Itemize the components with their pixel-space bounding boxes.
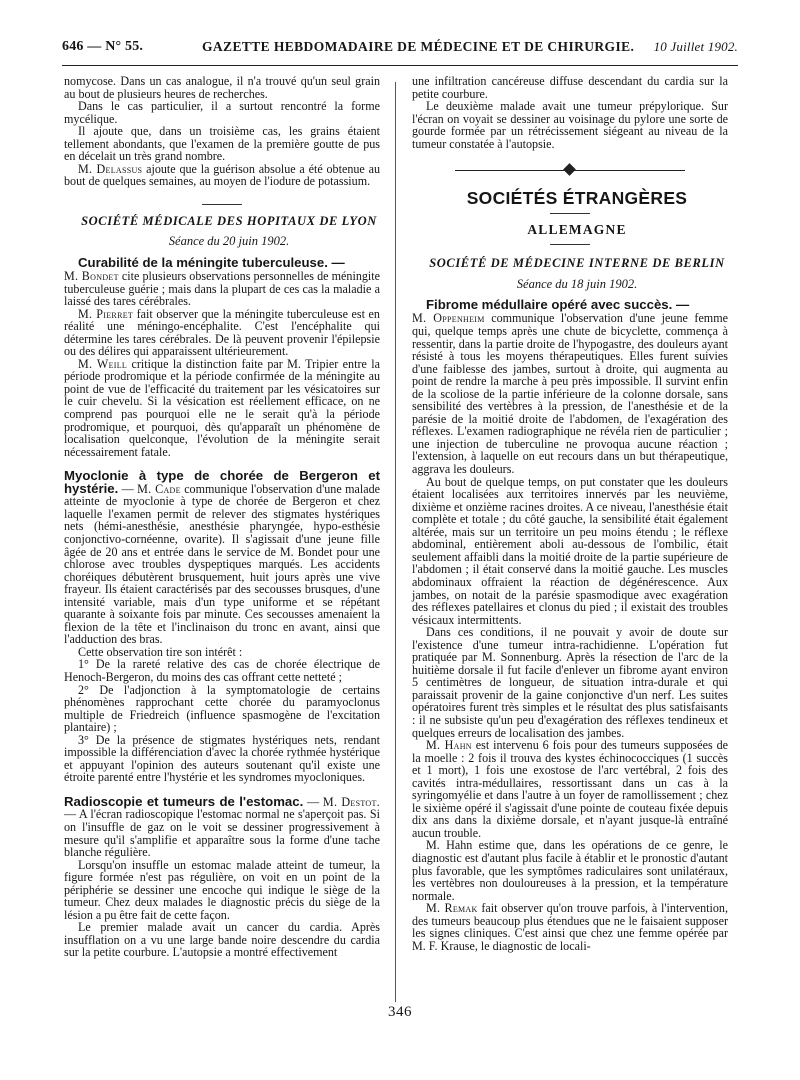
paragraph: Myoclonie à type de chorée de Bergeron et hystérie. — M. Cade communique l'observation d'une malade atteinte de myoclonie à type de chorée de Bergeron et chez laquelle l'examen permit de relever des stigmates hystériques nets (hémi-anesthésie, anesthésie pharyngée, hypo-esthésie conjonctivo-cornéenne, ovarite). Il s'agissait d'une jeune fille âgée de 20 ans et entrée dans le service de M. Bondet pour une chlorose avec troubles dyspeptiques marqués. Les accidents choréiques débutèrent brusquement, huit jours après une vive frayeur. Ils étaient caractérisés par des secousses brusques, d'une intensité variable, mais d'un type uniforme et se répétant quarante à soixante fois par minute. Ces secousses amenaient la flexion de la tête et l'inclinaison du tronc en avant, ainsi que l'adduction des bras. (64, 468, 380, 647)
issue-date: 10 Juillet 1902. (653, 39, 738, 54)
paragraph: Au bout de quelque temps, on put constater que les douleurs étaient localisées aux territoires innervés par les neuvième, dixième et onzième racines droites. A ce niveau, l'anesthésie était complète et totale ; du côté gauche, la sensibilité était également altérée, mais sur un territoire un peu moins étendu ; le réflexe abdominal, entièrement aboli au-dessous de l'ombilic, était seulement affaibli dans la moitié droite de la partie supérieure de l'abdomen ; il était conservé dans la moitié gauche. Les muscles abdominaux offraient la réaction de dégénérescence. Aux jambes, on notait de la parésie spasmodique avec exagération des réflexes patellaires et clonus du pied ; il existait des troubles vésicaux intermittents. (412, 474, 728, 627)
speaker-name: M. Weill (78, 356, 128, 371)
folio-number: 346 (388, 1004, 412, 1020)
paragraph: Le deuxième malade avait une tumeur prépylorique. Sur l'écran on voyait se dessiner au voisinage du pylore une sorte de gourde formée par un rétrécissement siégeant au niveau de la tumeur constatée à l'autopsie. (412, 99, 728, 151)
paragraph: Dans le cas particulier, il a surtout rencontré la forme mycélique. (64, 99, 380, 126)
paragraph-text: fait observer que la méningite tuberculeuse est en réalité une méningo-encéphalite. C'est l'encéphalite qui détermine les tares cérébrales. De là peuvent provenir l'épilepsie ou des délires qui apparaissent ultérieurement. (64, 306, 380, 359)
session-date: Séance du 20 juin 1902. (168, 234, 290, 249)
right-column (412, 75, 728, 952)
paragraph-text: communique l'observation d'une jeune femme qui, quelque temps après une chute de bicyclette, commença à ressentir, dans la partie droite de l'hypogastre, des douleurs ayant résisté à tous les moyens thérapeutiques. Elles furent suivies d'une faiblesse des jambes, surtout à droite, qui augmenta au point de rendre la marche à peu près impossible. Il survint enfin de la scoliose de la partie inférieure de la colonne dorsale, sans sensibilité des vertèbres à la pression, de l'anesthésie et de la parésie de la moitié droite de l'abdomen, de l'exagération des réflexes. L'examen radiographique ne révéla rien de particulier ; une injection de tuberculine ne provoqua aucune réaction ; l'extension, à laquelle on eut recours dans un but thérapeutique, aggrava les douleurs. (412, 311, 728, 477)
paragraph (64, 163, 380, 188)
speaker-name: M. Bondet (64, 269, 119, 284)
speaker-name: M. Oppenheim (412, 311, 485, 326)
paragraph (64, 358, 380, 458)
paragraph: Le premier malade avait un cancer du cardia. Après insufflation on a vu une large bande noire descendre du cardia sur la petite courbure. L'autopsie a montré effectivement (64, 920, 380, 960)
header-rule (62, 65, 738, 66)
country-heading: ALLEMAGNE (527, 221, 627, 237)
paragraph (412, 312, 728, 475)
paragraph: 1° De la rareté relative des cas de chorée électrique de Henoch-Bergeron, du moins des cas offrant cette netteté ; (64, 657, 380, 684)
paragraph (64, 308, 380, 358)
speaker-name: M. Hahn (426, 738, 472, 753)
paragraph: 3° De la présence de stigmates hystériques nets, rendant impossible la différenciation d'avec la chorée rythmée hystérique et appuyant l'opinion des auteurs soutenant qu'il existe une étroite parenté entre l'hystérie et les syndromes myocloniques. (64, 732, 380, 785)
article-title: Fibrome médullaire opéré avec succès. — (426, 297, 690, 313)
paragraph (412, 902, 728, 952)
paragraph: Lorsqu'on insuffle un estomac malade atteint de tumeur, la figure formée n'est pas régulière, on voit en un point de la périphérie se dessiner une encoche qui indique le siège de la tumeur. Chez deux malades le diagnostic précis du siège de la lésion a pu être fait de cette façon. (64, 857, 380, 922)
society-heading: SOCIÉTÉ MÉDICALE DES HOPITAUX DE LYON (81, 213, 377, 228)
ornamental-rule (455, 164, 685, 178)
paragraph: une infiltration cancéreuse diffuse descendant du cardia sur la petite courbure. (412, 74, 728, 101)
paragraph-text: fait observer qu'on trouve parfois, à l'intervention, des tumeurs beaucoup plus étendues que ne le faisaient supposer les signes cliniques. C'est ainsi que chez une femme opérée par M. F. Krause, le diagnostic de locali- (412, 901, 728, 953)
left-column (64, 75, 380, 959)
column-divider (395, 82, 396, 1002)
paragraph-text: — A l'écran radioscopique l'estomac normal ne s'aperçoit pas. Si on l'insuffle de gaz on le voit se dessiner progressivement à mesure qu'il s'amplifie et apparaître sous la forme d'une tache blanche régulière. (64, 807, 380, 860)
speaker-name: M. Delassus (78, 161, 143, 176)
paragraph-text: communique l'observation d'une malade atteinte de myoclonie à type de chorée de Bergeron et chez laquelle l'examen permit de relever des stigmates hystériques nets (hémi-anesthésie, anesthésie pharyngée, hypo-esthésie conjonctivo-cornéenne, ovarite). Il s'agissait d'une jeune fille âgée de 20 ans et entrée dans le service de M. Bondet pour une chlorose avec troubles dyspeptiques marqués. Les accidents choréiques débutèrent brusquement, huit jours après une vive frayeur. Ils étaient caractérisés par des secousses brusques, d'une intensité variable, mais d'un type uniforme et se répétant quarante à soixante fois par minute. Ces secousses amenaient la flexion de la tête et l'inclinaison du tronc en avant, ainsi que l'adduction des bras. (64, 481, 380, 647)
paragraph: 2° De l'adjonction à la symptomatologie de certains phénomènes rapprochant cette chorée du paramyoclonus multiple de Friedreich (influence spasmogène de l'excitation plantaire) ; (64, 682, 380, 735)
society-heading: SOCIÉTÉ DE MÉDECINE INTERNE DE BERLIN (429, 256, 725, 271)
paragraph: M. Hahn estime que, dans les opérations de ce genre, le diagnostic est d'autant plus facile à établir et le pronostic d'autant plus favorable, que les symptômes radiculaires sont unilatéraux, les vertèbres non douloureuses à la pression, et la température normale. (412, 838, 728, 903)
paragraph: Dans ces conditions, il ne pouvait y avoir de doute sur l'existence d'une tumeur intra-rachidienne. L'opération fut pratiquée par M. Sonnenburg. Après la résection de l'arc de la huitième dorsale il fut facile d'enlever un fibrome ayant environ 5 centimètres de longueur, de situation intra-durale et qui paraissait provenir de la gaine conjonctive d'un nerf. Les suites opératoires furent très simples et le résultat des plus satisfaisants : il ne subsiste qu'un peu d'exagération des réflexes tendineux et quelques erreurs de localisation des jambes. (412, 625, 728, 740)
paragraph-text: critique la distinction faite par M. Tripier entre la période prodromique et la période confirmée de la méningite au point de vue de l'efficacité du traitement par les vésicatoires sur le cuir chevelu. Si la vésication est réellement efficace, on ne comprend pas pourquoi elle ne le serait qu'à la période prodromique, et pourquoi, dès qu'apparaît un phénomène de localisation quelconque, l'évolution de la méningite serait nécessairement fatale. (64, 356, 380, 459)
section-heading: SOCIÉTÉS ÉTRANGÈRES (466, 188, 688, 209)
article-title: Curabilité de la méningite tuberculeuse. — (78, 255, 345, 271)
article-title: Myoclonie à type de chorée de Bergeron et hystérie. (64, 468, 380, 496)
article-title: Radioscopie et tumeurs de l'estomac. (64, 793, 304, 809)
speaker-name: M. Pierret (78, 306, 134, 321)
paragraph-text: cite plusieurs observations personnelles de méningite tuberculeuse guérie ; mais dans la plupart de ces cas la maladie a laissé des tares cérébrales. (64, 269, 380, 309)
paragraph-text: ajoute que la guérison absolue a été obtenue au bout de quelques semaines, au moyen de l'iodure de potassium. (64, 161, 381, 189)
speaker-name: M. Destot. (322, 794, 380, 809)
diamond-ornament-icon (563, 163, 576, 176)
page-number-issue: 646 — N° 55. (62, 39, 144, 54)
speaker-name: M. Remak (426, 901, 478, 916)
session-date: Séance du 18 juin 1902. (516, 276, 638, 291)
paragraph-text: est intervenu 6 fois pour des tumeurs supposées de la moelle : 2 fois il trouva des kystes échinococciques (1 succès et 1 mort), 1 fois une exostose de l'arc vertébral, 2 fois des cavités intra-médullaires, ressortissant dans un cas à la syringomyélie et dans l'autre à un foyer de ramollissement ; chez le sixième opéré il s'agissait d'une pointe de couteau fixée depuis dix ans dans la dixième dorsale, et n'ayant jusque-là entraîné aucun trouble. (412, 738, 729, 840)
journal-title: GAZETTE HEBDOMADAIRE DE MÉDECINE ET DE CHIRURGIE. (202, 39, 635, 54)
paragraph: nomycose. Dans un cas analogue, il n'a trouvé qu'un seul grain au bout de plusieurs heures de recherches. (64, 74, 380, 101)
paragraph (64, 270, 380, 308)
paragraph: Il ajoute que, dans un troisième cas, les grains étaient tellement abondants, que l'examen de la première goutte de pus en décelait un très grand nombre. (64, 124, 380, 164)
speaker-name: M. Cade (137, 481, 181, 496)
paragraph: Radioscopie et tumeurs de l'estomac. — M. Destot. — A l'écran radioscopique l'estomac normal ne s'aperçoit pas. Si on l'insuffle de gaz on le voit se dessiner progressivement à mesure qu'il s'amplifie et apparaître sous la forme d'une tache blanche régulière. (64, 793, 380, 860)
paragraph: Cette observation tire son intérêt : (78, 644, 243, 659)
paragraph (412, 739, 728, 839)
page-header (62, 37, 738, 57)
